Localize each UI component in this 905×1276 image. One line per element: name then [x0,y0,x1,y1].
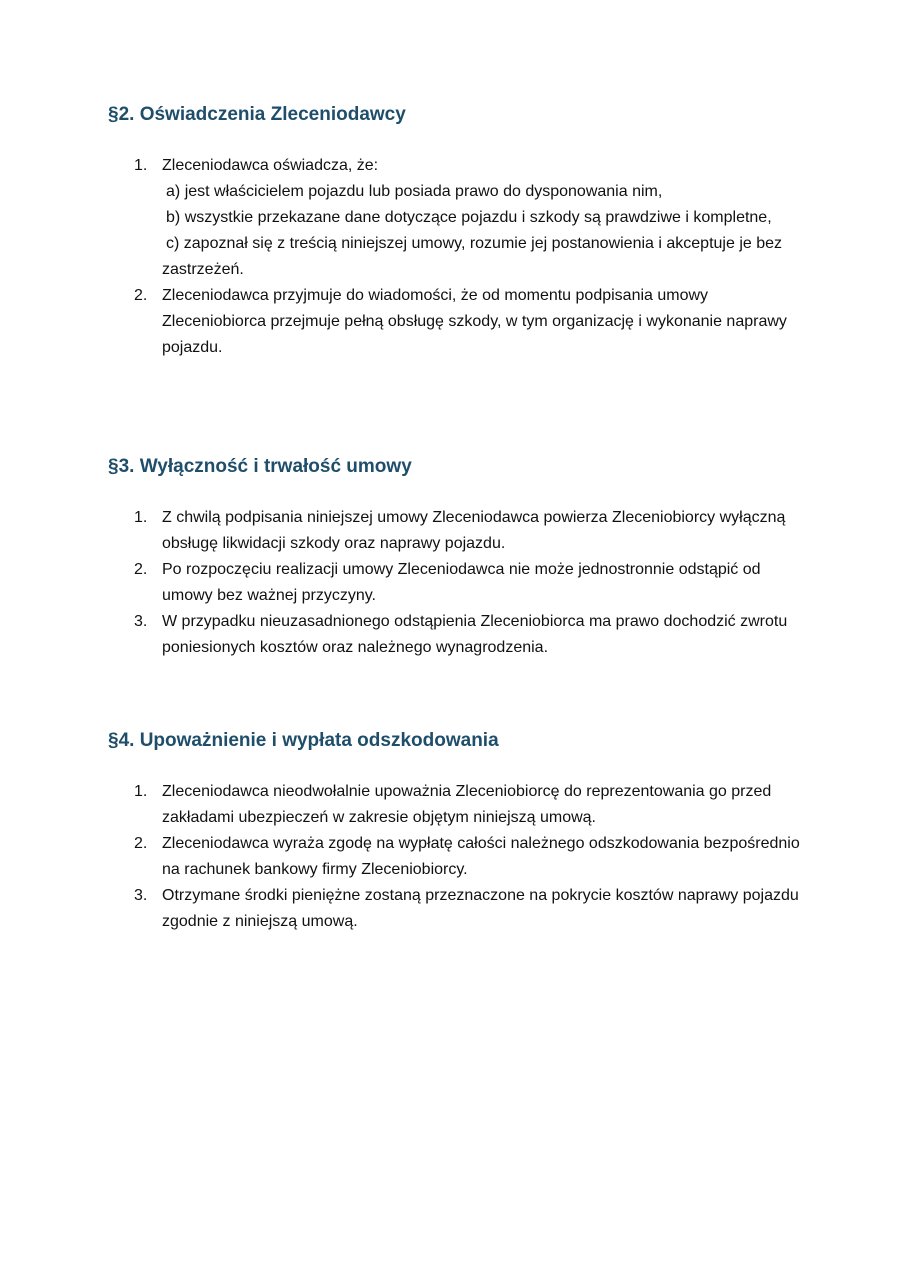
list-item-text: Zleceniodawca nieodwołalnie upoważnia Zleceniobiorcę do reprezentowania go przed zakładami ubezpieczeń w zakresie objętym niniejszą umową. [162,783,772,826]
sub-item-mark: a) [166,183,181,200]
section-heading: §2. Oświadczenia Zleceniodawcy [108,104,406,125]
sub-item-mark: c) [166,235,180,252]
section-list [134,505,806,661]
section-3 [108,455,808,656]
list-number: 2. [134,561,148,578]
sub-item-mark: b) [166,209,181,226]
list-number: 1. [134,783,148,800]
list-number: 3. [134,887,148,904]
list-number: 1. [134,509,148,526]
section-4 [108,729,808,930]
sub-item-text: wszystkie przekazane dane dotyczące pojazdu i szkody są prawdziwe i kompletne, [184,209,772,226]
list-item-text: W przypadku nieuzasadnionego odstąpienia Zleceniobiorca ma prawo dochodzić zwrotu poniesionych kosztów oraz należnego wynagrodzenia. [162,613,788,656]
list-item [134,779,806,831]
list-item-text: Z chwilą podpisania niniejszej umowy Zleceniodawca powierza Zleceniobiorcy wyłączną obsługę likwidacji szkody oraz naprawy pojazdu. [162,509,786,552]
section-heading: §4. Upoważnienie i wypłata odszkodowania [108,730,499,751]
list-number: 1. [134,157,148,174]
section-2 [108,103,808,356]
list-item [134,557,806,609]
list-item-text: Zleceniodawca oświadcza, że: [162,157,379,174]
section-list [134,779,806,935]
list-item [134,883,806,935]
list-item-text: Zleceniodawca przyjmuje do wiadomości, że od momentu podpisania umowy Zleceniobiorca przejmuje pełną obsługę szkody, w tym organizację i wykonanie naprawy pojazdu. [162,287,787,356]
sub-item [162,179,806,205]
sub-item-text: zapoznał się z treścią niniejszej umowy, rozumie jej postanowienia i akceptuje je bez zastrzeżeń. [162,235,783,278]
list-item [134,609,806,661]
section-heading: §3. Wyłączność i trwałość umowy [108,456,412,477]
list-item-text: Otrzymane środki pieniężne zostaną przeznaczone na pokrycie kosztów naprawy pojazdu zgodnie z niniejszą umową. [162,887,799,930]
list-item-text: Zleceniodawca wyraża zgodę na wypłatę całości należnego odszkodowania bezpośrednio na rachunek bankowy firmy Zleceniobiorcy. [162,835,800,878]
list-item-text: Po rozpoczęciu realizacji umowy Zleceniodawca nie może jednostronnie odstąpić od umowy bez ważnej przyczyny. [162,561,761,604]
list-number: 2. [134,287,148,304]
section-list [134,153,806,361]
list-item [134,283,806,361]
list-item [134,505,806,557]
list-item [134,831,806,883]
sub-item [162,231,806,283]
list-item [134,153,806,283]
list-number: 2. [134,835,148,852]
sub-item-text: jest właścicielem pojazdu lub posiada prawo do dysponowania nim, [184,183,663,200]
sub-item [162,205,806,231]
list-number: 3. [134,613,148,630]
